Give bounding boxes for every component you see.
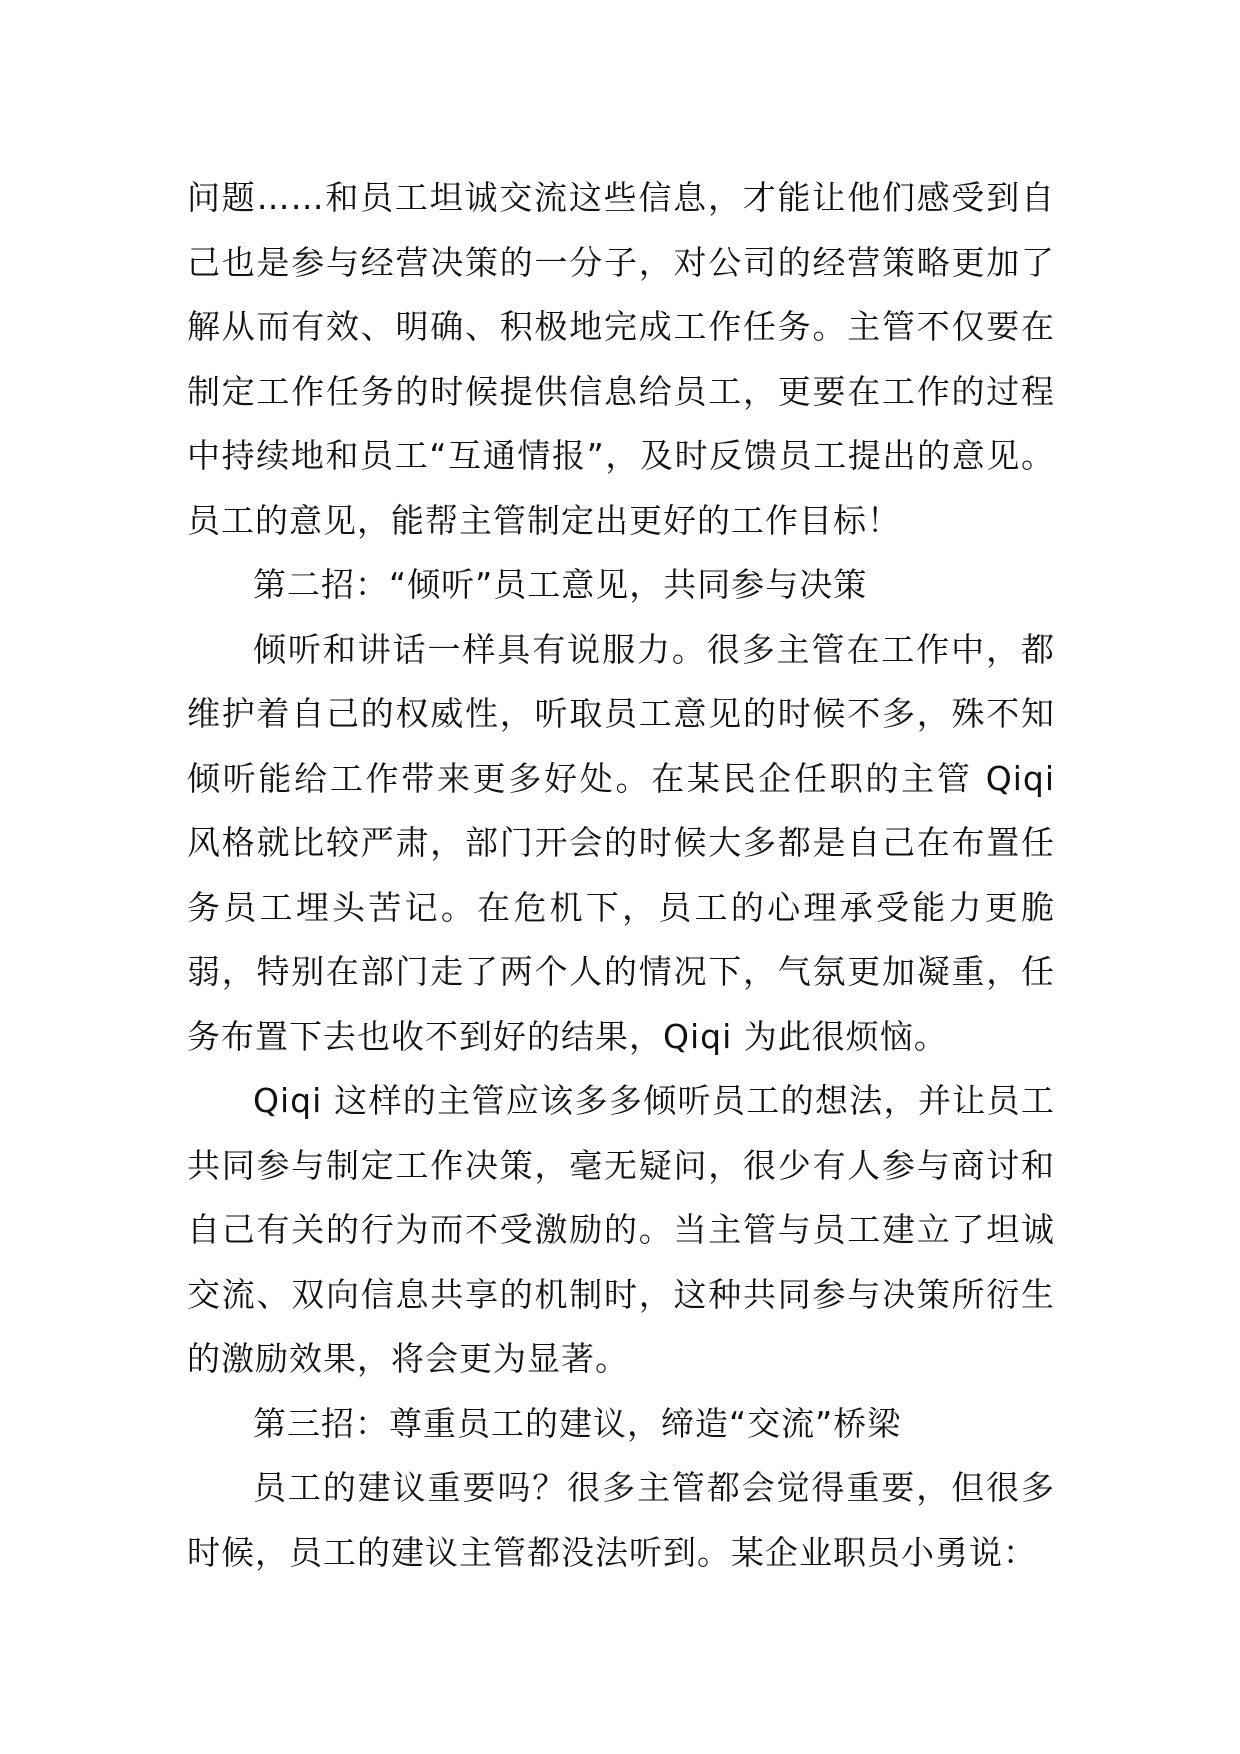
paragraph-listening: 倾听和讲话一样具有说服力。很多主管在工作中，都维护着自己的权威性，听取员工意见的时候不多，殊不知倾听能给工作带来更多好处。在某民企任职的主管 Qiqi 风格就比较严肃，部门开会的时候大多都是自己在布置任务员工埋头苦记。在危机下，员工的心理承受能力更脆弱，特别在部门走了两个人的情况下，气氛更加凝重，任务布置下去也收不到好的结果，Qiqi 为此很烦恼。 [187,629,1055,1056]
paragraph-continuation: 问题……和员工坦诚交流这些信息，才能让他们感受到自己也是参与经营决策的一分子，对公司的经营策略更加了解从而有效、明确、积极地完成工作任务。主管不仅要在制定工作任务的时候提供信息给员工，更要在工作的过程中持续地和员工“互通情报”，及时反馈员工提出的意见。员工的意见，能帮主管制定出更好的工作目标！ [187,178,1055,540]
document-body [187,166,1055,1585]
paragraph-suggestions: 员工的建议重要吗？很多主管都会觉得重要，但很多时候，员工的建议主管都没法听到。某企业职员小勇说： [187,1468,1055,1572]
section-heading-3: 第三招：尊重员工的建议，缔造“交流”桥梁 [253,1403,902,1443]
paragraph-qiqi-advice: Qiqi 这样的主管应该多多倾听员工的想法，并让员工共同参与制定工作决策，毫无疑问，很少有人参与商讨和自己有关的行为而不受激励的。当主管与员工建立了坦诚交流、双向信息共享的机制时，这种共同参与决策所衍生的激励效果，将会更为显著。 [187,1081,1055,1378]
section-heading-2: 第二招：“倾听”员工意见，共同参与决策 [253,565,868,604]
